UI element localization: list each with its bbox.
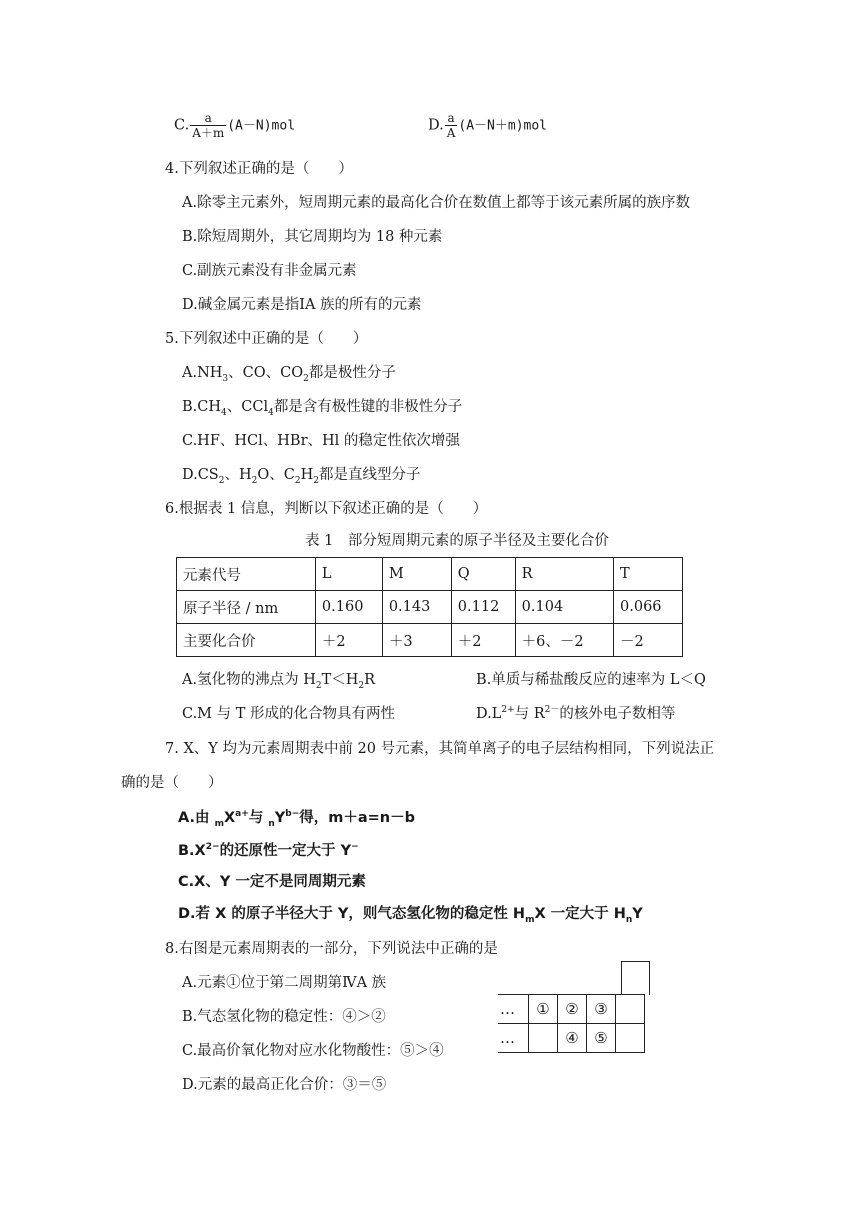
fraction-denominator: A [446, 126, 456, 140]
table-cell: R [515, 558, 613, 591]
table-cell: ＋6、－2 [515, 624, 613, 657]
q3-option-c [174, 111, 295, 140]
q7-option-d [178, 902, 643, 925]
table-cell: ＋2 [451, 624, 515, 657]
option-label: D. [428, 117, 444, 134]
table-cell: M [382, 558, 451, 591]
q4-option-c: C.副族元素没有非金属元素 [182, 263, 357, 279]
fraction-denominator: A＋m [192, 126, 225, 140]
q5-option-d [182, 463, 420, 486]
text: O、C [257, 467, 295, 483]
subscript: 2 [315, 680, 322, 691]
superscript: 2－ [544, 705, 560, 716]
periodic-cell: ① [529, 995, 558, 1024]
q7-option-b [178, 839, 359, 860]
ellipsis: … [498, 1024, 529, 1053]
table-cell: 主要化合价 [177, 624, 316, 657]
table-cell: ＋2 [315, 624, 382, 657]
periodic-cell: ③ [587, 995, 616, 1024]
text: 得，m＋a=n－b [299, 810, 415, 826]
periodic-cell [616, 995, 645, 1024]
superscript: − [351, 842, 359, 853]
q5-option-a [182, 361, 396, 384]
table-cell: Q [451, 558, 515, 591]
fraction-numerator: a [445, 111, 458, 126]
element-table [176, 557, 683, 657]
q6-option-d [476, 702, 675, 723]
text: H [300, 467, 314, 483]
text: Y [274, 810, 286, 826]
subscript: n [625, 914, 633, 925]
q5-stem: 5.下列叙述中正确的是（ ） [165, 331, 368, 347]
superscript: 2− [205, 842, 220, 853]
subscript: 2 [313, 475, 319, 486]
text: R [364, 672, 376, 688]
text: T＜H [321, 672, 359, 688]
table-row [498, 1024, 645, 1053]
q8-option-d: D.元素的最高正化合价：③＝⑤ [182, 1077, 387, 1093]
text: X [223, 810, 236, 826]
table-cell: L [315, 558, 382, 591]
fraction-numerator: a [190, 111, 226, 126]
q6-option-a [182, 668, 375, 691]
table-cell: 0.160 [315, 591, 382, 624]
subscript: 2 [251, 475, 258, 486]
subscript: 4 [268, 407, 274, 418]
subscript: 2 [218, 475, 225, 486]
q7-stem-line1: 7. X、Y 均为元素周期表中前 20 号元素，其简单离子的电子层结构相同，下列说法正 [165, 741, 715, 757]
q6-option-c: C.M 与 T 形成的化合物具有两性 [182, 706, 396, 722]
periodic-cell: ④ [558, 1024, 587, 1053]
text: D.CS [182, 467, 219, 483]
q8-option-b: B.气态氢化物的稳定性：④＞② [182, 1009, 386, 1025]
fraction [445, 111, 458, 140]
text: A.氢化物的沸点为 H [182, 672, 316, 688]
periodic-cell [529, 1024, 558, 1053]
text: A.NH [182, 365, 223, 381]
option-text: (A－N＋m)mol [458, 118, 548, 134]
option-label: C. [174, 117, 190, 134]
q4-stem: 4.下列叙述正确的是（ ） [165, 161, 353, 177]
ellipsis: … [498, 995, 529, 1024]
q8-stem: 8.右图是元素周期表的一部分，下列说法中正确的是 [165, 941, 498, 957]
table-cell: －2 [614, 624, 683, 657]
text: Y [632, 906, 643, 922]
subscript: 3 [222, 373, 229, 384]
text: B.X [178, 843, 206, 859]
q8-option-c: C.最高价氧化物对应水化物酸性：⑤＞④ [182, 1043, 444, 1059]
text: D.若 X 的原子半径大于 Y，则气态氢化物的稳定性 H [178, 906, 526, 922]
q5-option-c: C.HF、HCl、HBr、Hl 的稳定性依次增强 [182, 433, 460, 449]
subscript: 2 [303, 373, 309, 384]
fraction [190, 111, 226, 140]
text: X 一定大于 H [534, 906, 626, 922]
table-cell: T [614, 558, 683, 591]
superscript: b− [285, 809, 300, 820]
q4-option-d: D.碱金属元素是指ⅠA 族的所有的元素 [182, 297, 422, 313]
periodic-table-top-cell [621, 961, 650, 995]
text: 、CO、CO [228, 365, 304, 381]
text: A.由 [178, 810, 215, 826]
text: 、CCl [226, 399, 269, 415]
text: 都是直线型分子 [318, 467, 421, 483]
table-cell: 0.066 [614, 591, 683, 624]
q6-stem: 6.根据表 1 信息，判断以下叙述正确的是（ ） [165, 501, 488, 517]
table-cell: 0.104 [515, 591, 613, 624]
text: B.CH [182, 399, 222, 415]
q8-option-a: A.元素①位于第二周期第ⅣA 族 [182, 975, 387, 991]
text: 的还原性一定大于 Y [219, 843, 352, 859]
q4-option-b: B.除短周期外，其它周期均为 18 种元素 [182, 229, 443, 245]
text: D.L [476, 706, 502, 722]
subscript: 2 [294, 475, 301, 486]
subscript: n [268, 818, 275, 829]
text: 的核外电子数相等 [559, 706, 676, 722]
q7-option-a [178, 806, 415, 829]
table-caption: 表 1 部分短周期元素的原子半径及主要化合价 [305, 533, 609, 549]
table-row [498, 995, 645, 1024]
superscript: 2+ [501, 705, 515, 716]
periodic-cell [616, 1024, 645, 1053]
table-cell: 0.112 [451, 591, 515, 624]
q7-option-c: C.X、Y 一定不是同周期元素 [178, 874, 366, 890]
subscript: m [525, 914, 535, 925]
text: 与 R [514, 706, 545, 722]
superscript: a+ [235, 809, 249, 820]
table-cell: 0.143 [382, 591, 451, 624]
table-cell: 原子半径 / nm [177, 591, 316, 624]
periodic-table-fragment [498, 994, 645, 1053]
subscript: m [214, 818, 224, 829]
q6-option-b: B.单质与稀盐酸反应的速率为 L＜Q [476, 672, 706, 688]
option-text: (A－N)mol [227, 118, 296, 134]
subscript: 2 [358, 680, 365, 691]
periodic-cell: ⑤ [587, 1024, 616, 1053]
table-cell: 元素代号 [177, 558, 316, 591]
q7-stem-line2: 确的是（ ） [121, 775, 223, 791]
subscript: 4 [221, 407, 227, 418]
q5-option-b [182, 395, 462, 418]
table-row [177, 591, 683, 624]
text: 、H [224, 467, 252, 483]
table-row [177, 624, 683, 657]
q4-option-a: A.除零主元素外，短周期元素的最高化合价在数值上都等于该元素所属的族序数 [182, 195, 691, 211]
table-row [177, 558, 683, 591]
periodic-cell: ② [558, 995, 587, 1024]
text: 都是极性分子 [308, 365, 396, 381]
text: 都是含有极性键的非极性分子 [273, 399, 463, 415]
table-cell: ＋3 [382, 624, 451, 657]
q3-option-d [428, 111, 547, 140]
text: 与 [248, 810, 269, 826]
